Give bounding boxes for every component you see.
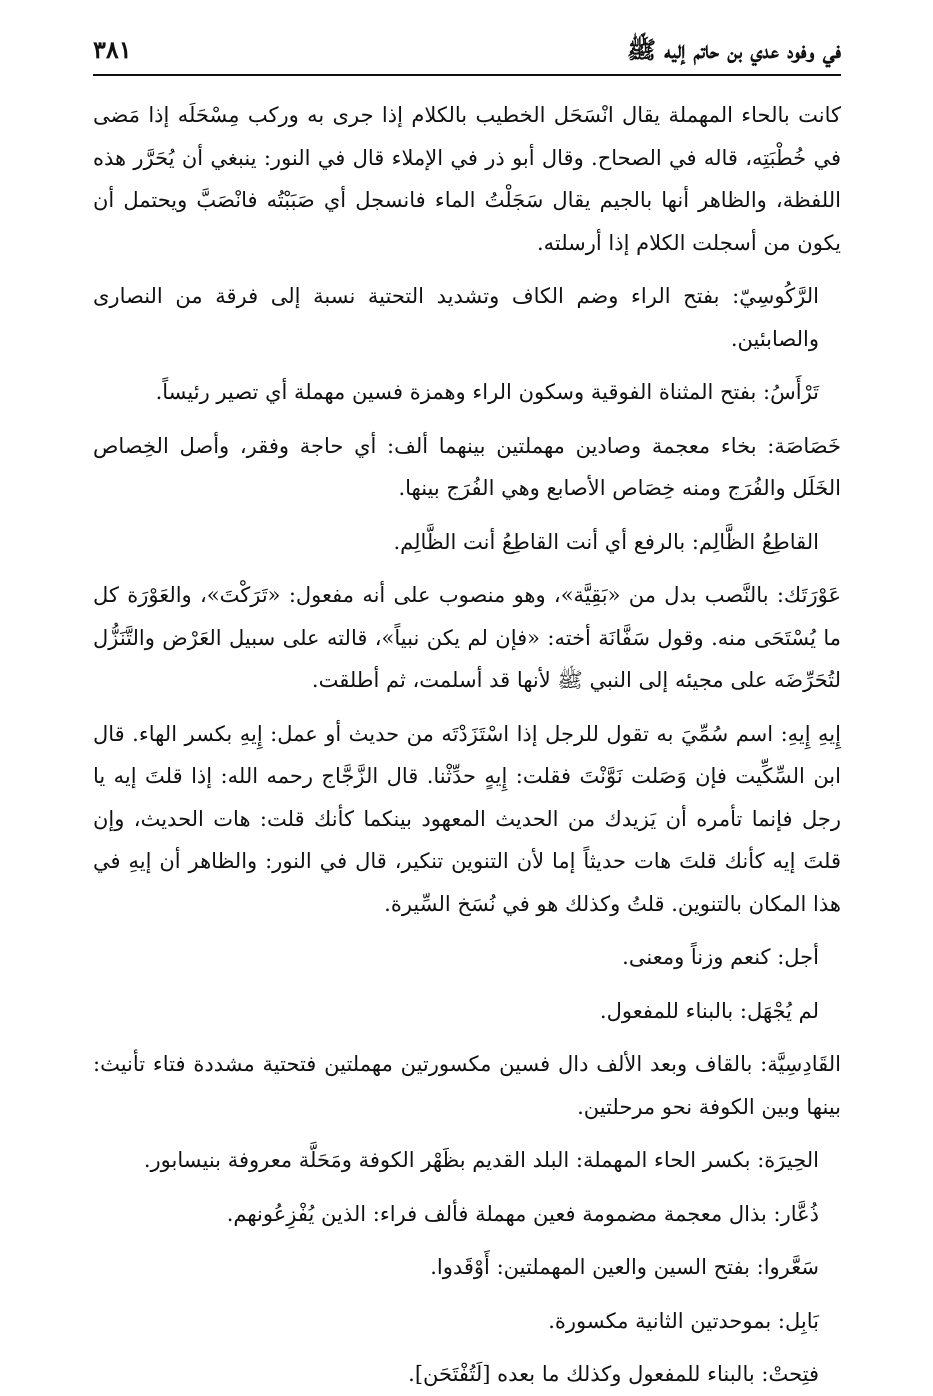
page-header <box>93 28 841 70</box>
running-title: في وفود عدي بن حاتم إليه ﷺ <box>626 35 841 64</box>
body-text <box>93 94 841 1396</box>
paragraph-qadisiyya: القَادِسِيَّة: بالقاف وبعد الألف دال فسين مكسورتين مهملتين فتحتية مشددة فتاء تأنيث: بينها وبين الكوفة نحو مرحلتين. <box>93 1052 841 1119</box>
paragraph-sahal: كانت بالحاء المهملة يقال انْسَحَل الخطيب بالكلام إذا جرى به وركب مِسْحَلَه إذا مَضى في خُطْبَتِه، قاله في الصحاح. وقال أبو ذر في الإملاء قال في النور: ينبغي أن يُحَرَّر هذه اللفظة، والظاهر أنها بالجيم يقال سَجَلْتُ الماء فانسجل أي صَبَبْتُه فانْصَبَّ ويحتمل أن يكون من أسجلت الكلام إذا أرسلته. <box>93 103 841 255</box>
book-page <box>93 28 841 1386</box>
paragraph-lam-yujhal: لم يُجْهَل: بالبناء للمفعول. <box>599 998 819 1023</box>
paragraph-hira: الحِيرَة: بكسر الحاء المهملة: البلد القديم بظَهْر الكوفة ومَحَلَّة معروفة بنيسابور. <box>143 1148 819 1172</box>
paragraph-khasasa: خَصَاصَة: بخاء معجمة وصادين مهملتين بينهما ألف: أي حاجة وفقر، وأصل الخِصاص الخَلَل والفُرَج ومنه خِصَاص الأصابع وهي الفُرَج بينها. <box>93 433 841 500</box>
paragraph-qati: القاطِعُ الظَّالِم: بالرفع أي أنت القاطِعُ أنت الظَّالِم. <box>393 529 819 554</box>
paragraph-saaru: سَعَّروا: بفتح السين والعين المهملتين: أَوْقَدوا. <box>430 1255 819 1279</box>
paragraph-tarasu: تَرْأَسُ: بفتح المثناة الفوقية وسكون الراء وهمزة فسين مهملة أي تصير رئيساً. <box>155 380 819 404</box>
paragraph-ih: إِيهِ إِيهِ: اسم سُمِّيَ به تقول للرجل إذا اسْتَزَدْتَه من حديث أو عمل: إِيهِ بكسر الهاء. قال ابن السِّكِّيت فإن وَصَلت نَوَّنْتَ فقلت: إِيهٍ حدِّثْنا. قال الزَّجَّاج رحمه الله: إذا قلتَ إيه يا رجل فإنما تأمره أن يَزيدك من الحديث المعهود بينكما كأنك قلت: هات الحديث، وإن قلتَ إيه كأنك قلتَ هات حديثاً إما لأن التنوين تنكير، قال في النور: والظاهر أن إيهِ في هذا المكان بالتنوين. قلتُ وكذلك هو في نُسَخ السِّيرة. <box>93 721 841 916</box>
paragraph-futihat: فتِحتْ: بالبناء للمفعول وكذلك ما بعده [لَتُفْتَحَن]. <box>408 1362 819 1386</box>
page-number: ٣٨١ <box>93 35 132 64</box>
paragraph-babil: بَابِل: بموحدتين الثانية مكسورة. <box>548 1308 819 1333</box>
paragraph-rakusi: الرَّكُوسِيّ: بفتح الراء وضم الكاف وتشديد التحتية نسبة إلى فرقة من النصارى والصابئين. <box>93 284 819 351</box>
paragraph-awrataka: عَوْرَتَك: بالنَّصب بدل من «بَقِيَّة»، وهو منصوب على أنه مفعول: «تَرَكْتَ»، والعَوْرَة كل ما يُسْتَحَى منه. وقول سَفَّانَة أخته: «فإن لم يكن نبياً»، قالته على سبيل العَرْض والتَّنَزُّل لتُحَرِّضَه على مجيئه إلى النبي ﷺ لأنها قد أسلمت، ثم أطلقت. <box>93 583 841 692</box>
paragraph-duar: ذُعَّار: بذال معجمة مضمومة فعين مهملة فألف فراء: الذين يُفْزِعُونهم. <box>226 1201 819 1226</box>
paragraph-ajal: أجل: كنعم وزناً ومعنى. <box>622 945 819 969</box>
header-rule <box>93 74 841 76</box>
